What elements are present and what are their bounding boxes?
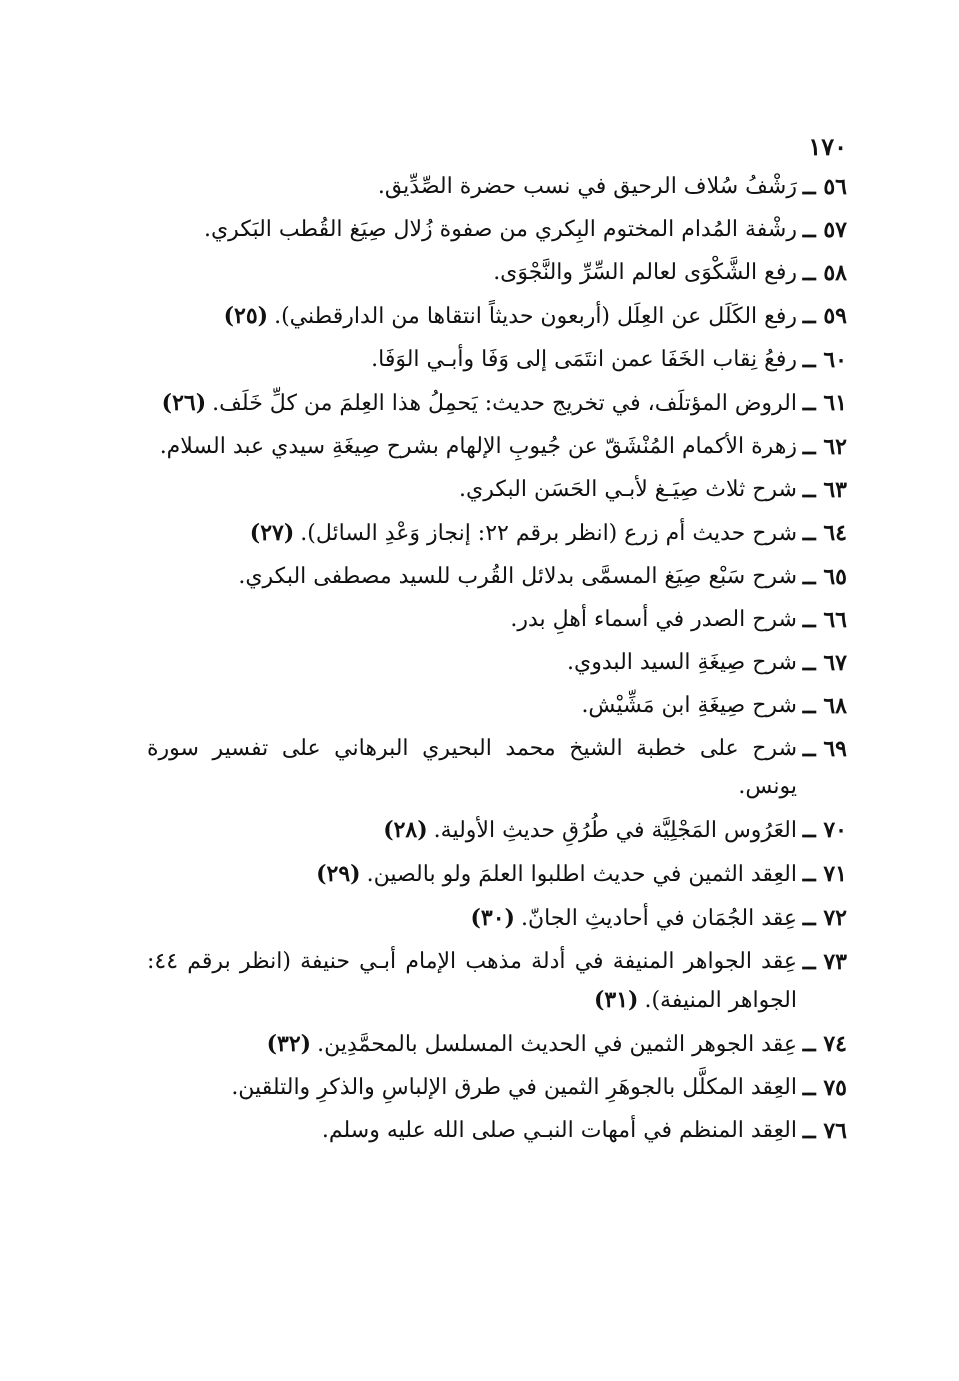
- entry-title: عِقد الجوهر الثمين في الحديث المسلسل بالمحمَّدِين.(٣٢): [266, 1031, 797, 1057]
- entry-number: ٧٠ ــ: [802, 817, 847, 843]
- list-item: [147, 471, 847, 509]
- entry-number: ٦٧ ــ: [802, 650, 847, 676]
- footnote-ref: (٢٩): [316, 861, 361, 887]
- entry-number: ٦٣ ــ: [802, 477, 847, 503]
- entry-number: ٥٦ ــ: [802, 174, 847, 200]
- entry-title: العِقد الثمين في حديث اطلبوا العلمَ ولو بالصين.(٢٩): [316, 861, 797, 887]
- entry-number: ٧٤ ــ: [802, 1031, 847, 1057]
- footnote-ref: (٣٢): [266, 1031, 312, 1057]
- list-item: [147, 1069, 847, 1107]
- list-item: [147, 601, 847, 639]
- entry-title: رفعُ نِقاب الخَفَا عمن انتَمَى إلى وَفَا وأبـي الوَفَا.: [371, 347, 797, 372]
- list-item: [147, 428, 847, 466]
- entry-number: ٦٢ ــ: [802, 434, 847, 460]
- list-item: [147, 855, 847, 894]
- entry-number: ٦٩ ــ: [802, 736, 847, 762]
- footnote-ref: (٢٥): [223, 303, 269, 329]
- page-number: ١٧٠: [808, 132, 847, 161]
- entry-number: ٦٥ ــ: [802, 564, 847, 590]
- entry-number: ٦٨ ــ: [802, 693, 847, 719]
- list-item: [147, 1025, 847, 1064]
- list-item: [147, 558, 847, 596]
- entry-title: زهرة الأكمام المُنْشَقّ عن جُيوبِ الإلهام بشرح صِيغَةِ سيدي عبد السلام.: [159, 434, 797, 459]
- entry-number: ٥٧ ــ: [802, 217, 847, 243]
- list-item: [147, 384, 847, 423]
- entry-number: ٦١ ــ: [802, 390, 847, 416]
- entry-number: ٦٤ ــ: [802, 520, 847, 546]
- list-item: [147, 168, 847, 206]
- list-item: [147, 514, 847, 553]
- entry-title: رفع الكَلَل عن العِلَل (أربعون حديثاً انتقاها من الدارقطني).(٢٥): [223, 303, 797, 329]
- list-item: [147, 899, 847, 938]
- entry-number: ٧٣ ــ: [802, 949, 847, 975]
- entry-title: عِقد الجُمَان في أحاديثِ الجانّ.(٣٠): [470, 905, 797, 931]
- footnote-ref: (٢٧): [249, 520, 295, 546]
- list-item: [147, 943, 847, 1020]
- entry-title: العِقد المنظم في أمهات النبـي صلى الله عليه وسلم.: [321, 1118, 797, 1143]
- footnote-ref: (٢٦): [161, 390, 207, 416]
- entry-title: شرح سَبْع صِيَغ المسمَّى بدلائل القُرب للسيد مصطفى البكري.: [238, 564, 797, 589]
- entry-number: ٥٨ ــ: [802, 260, 847, 286]
- entry-title: رَشْفُ سُلاف الرحيق في نسب حضرة الصِّدِّيق.: [377, 174, 797, 199]
- entry-number: ٦٠ ــ: [802, 347, 847, 373]
- entry-title: رشْفة المُدام المختوم البِكري من صفوة زُلال صِيَغ القُطب البَكري.: [203, 217, 797, 242]
- entry-title: شرح صِيغَةِ ابن مَشِّيْش.: [581, 693, 797, 718]
- entry-title: العِقد المكلَّل بالجوهَرِ الثمين في طرق الإلباسِ والذكرِ والتلقين.: [231, 1075, 797, 1100]
- entry-title: عِقد الجواهر المنيفة في أدلة مذهب الإمام أبـي حنيفة (انظر برقم ٤٤: الجواهر المنيفة).(٣١): [147, 949, 797, 1013]
- footnote-ref: (٣٠): [470, 905, 515, 931]
- footnote-ref: (٢٨): [383, 817, 428, 843]
- footnote-ref: (٣١): [593, 987, 639, 1013]
- entry-title: الروض المؤتلَف، في تخريج حديث: يَحمِلُ هذا العِلمَ من كلِّ خَلَف.(٢٦): [161, 390, 797, 416]
- entry-number: ٧٦ ــ: [802, 1118, 847, 1144]
- entry-title: شرح ثلاث صِيَـغ لأبـي الحَسَن البكري.: [459, 477, 797, 502]
- list-item: [147, 1112, 847, 1150]
- list-item: [147, 811, 847, 850]
- entry-number: ٦٦ ــ: [802, 607, 847, 633]
- entry-title: شرح صِيغَةِ السيد البدوي.: [567, 650, 797, 675]
- entry-title: شرح الصدر في أسماء أهلِ بدر.: [510, 607, 797, 632]
- list-item: [147, 687, 847, 725]
- list-item: [147, 730, 847, 806]
- list-item: [147, 254, 847, 292]
- entry-title: شرح على خطبة الشيخ محمد البحيري البرهاني على تفسير سورة يونس.: [147, 736, 797, 799]
- entry-number: ٧١ ــ: [802, 861, 847, 887]
- entry-number: ٧٥ ــ: [802, 1075, 847, 1101]
- entry-title: رفع الشَّكْوَى لعالم السِّرِّ والنَّجْوَى.: [493, 260, 797, 285]
- entry-number: ٧٢ ــ: [802, 905, 847, 931]
- list-item: [147, 211, 847, 249]
- entries-list: [147, 168, 847, 1155]
- entry-number: ٥٩ ــ: [802, 303, 847, 329]
- list-item: [147, 341, 847, 379]
- list-item: [147, 644, 847, 682]
- list-item: [147, 297, 847, 336]
- entry-title: شرح حديث أم زرع (انظر برقم ٢٢: إنجاز وَعْدِ السائل).(٢٧): [249, 520, 797, 546]
- entry-title: العَرُوس المَجْلِيَّة في طُرُقِ حديثِ الأولية.(٢٨): [383, 817, 797, 843]
